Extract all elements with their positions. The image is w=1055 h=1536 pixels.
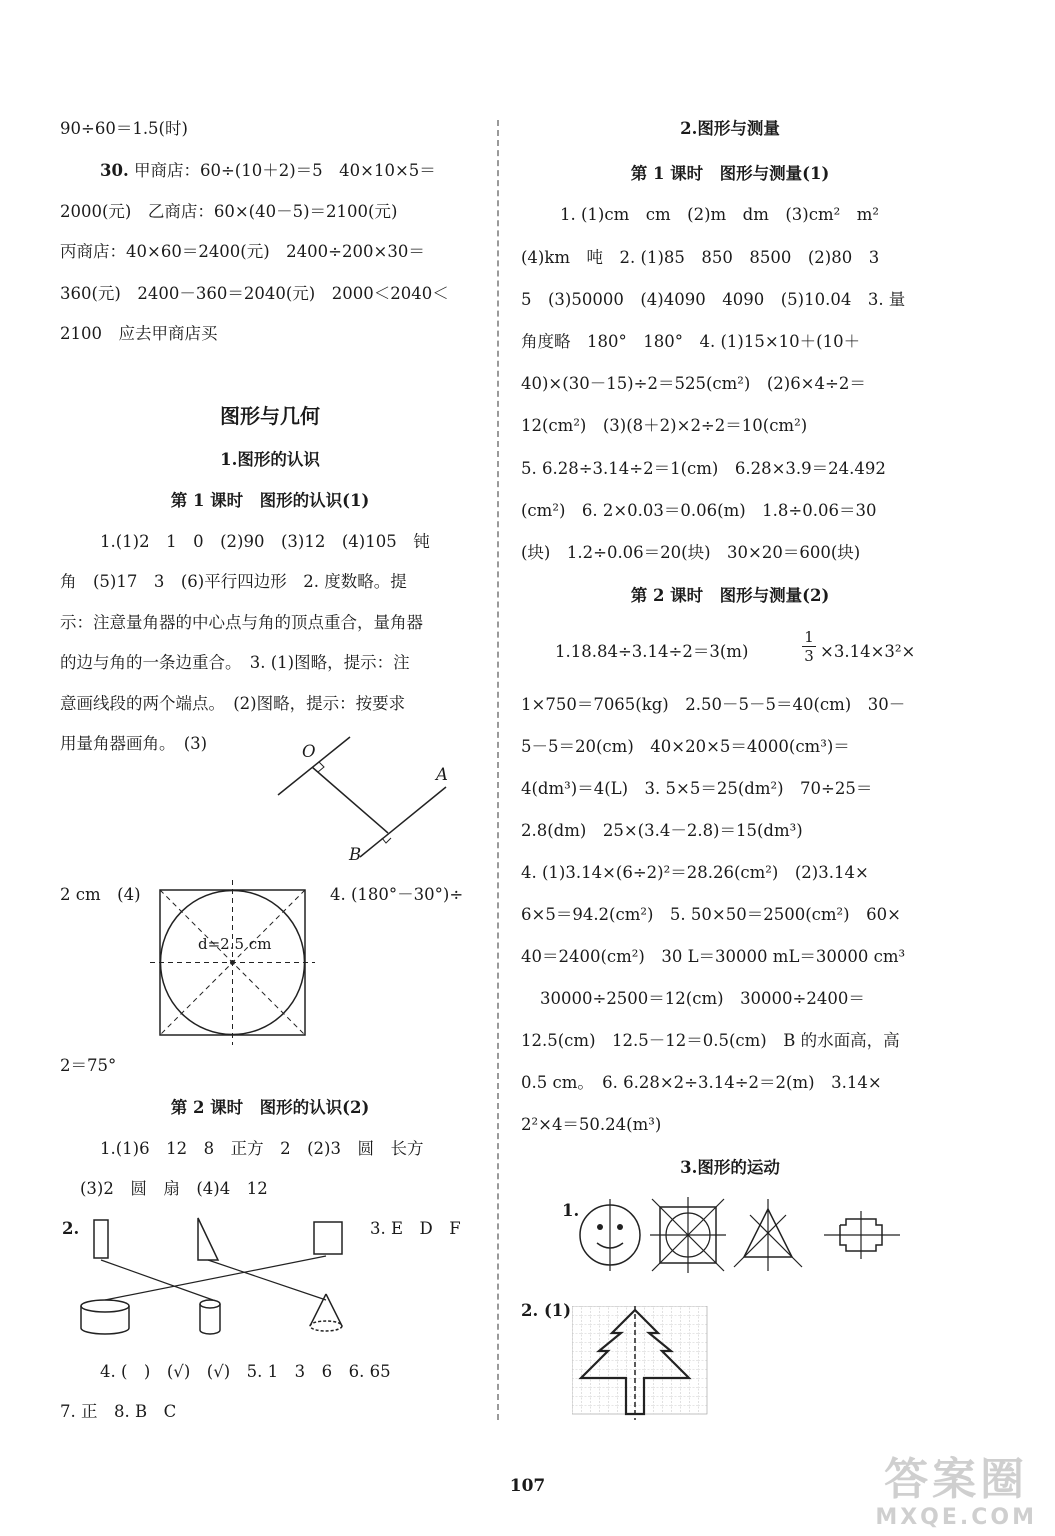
text-line: 2100 应去甲商店买 (60, 324, 218, 343)
symmetry-figures (570, 1195, 910, 1275)
watermark-url: MXQE.COM (875, 1505, 1037, 1530)
text-line: 2²×4＝50.24(m³) (521, 1115, 662, 1134)
fraction (802, 628, 816, 665)
diameter-label: d=2.5 cm (198, 935, 272, 953)
text-line: 2＝75° (60, 1056, 117, 1075)
text-line: 丙商店：40×60＝2400(元) 2400÷200×30＝ (60, 242, 425, 261)
text-line: 2 cm (4) (60, 885, 141, 904)
lesson-title: 第 1 课时 图形与测量(1) (630, 164, 830, 183)
text-line: 1×750＝7065(kg) 2.50－5－5＝40(cm) 30－ (521, 695, 906, 714)
text-line: 1. (1)cm cm (2)m dm (3)cm² m² (560, 205, 879, 224)
text-line: 6×5＝94.2(cm²) 5. 50×50＝2500(cm²) 60× (521, 905, 901, 924)
text-line (100, 160, 436, 182)
text-line: 2000(元) 乙商店：60×(40－5)＝2100(元) (60, 202, 398, 221)
text-line: 4. (180°－30°)÷ (330, 885, 464, 904)
text-line: 40)×(30－15)÷2＝525(cm²) (2)6×4÷2＝ (521, 374, 866, 393)
fraction-denominator: 3 (802, 646, 816, 665)
square-symmetry-figure (650, 1197, 726, 1273)
text-line: (块) 1.2÷0.06＝20(块) 30×20＝600(块) (521, 543, 861, 562)
text-line: 1.(1)6 12 8 正方 2 (2)3 圆 长方 (100, 1139, 424, 1158)
text-line: 示：注意量角器的中心点与角的顶点重合，量角器 (60, 613, 423, 632)
column-divider (497, 120, 499, 1420)
section-title: 图形与几何 (220, 404, 320, 428)
text-line: 3. E D F (370, 1219, 461, 1238)
text-span: 甲商店：60÷(10＋2)＝5 40×10×5＝ (133, 161, 436, 180)
grid-tree-figure (572, 1306, 708, 1420)
perpendicular-figure (270, 735, 460, 870)
text-line: 2.8(dm) 25×(3.4－2.8)＝15(dm³) (521, 821, 803, 840)
text-line: 5 (3)50000 (4)4090 4090 (5)10.04 3. 量 (521, 290, 906, 309)
text-line: 40＝2400(cm²) 30 L＝30000 mL＝30000 cm³ (521, 947, 906, 966)
unit-title: 1.图形的认识 (220, 450, 320, 469)
lesson-title: 第 2 课时 图形的认识(2) (170, 1098, 370, 1117)
text-line: ×3.14×3²× (820, 642, 916, 661)
question-number: 2. (1) (521, 1301, 572, 1320)
text-line: (cm²) 6. 2×0.03＝0.06(m) 1.8÷0.06＝30 (521, 501, 877, 520)
question-number: 30. (100, 161, 129, 180)
unit-title: 2.图形与测量 (680, 119, 780, 138)
question-number: 1. (562, 1201, 580, 1220)
watermark (875, 1455, 1037, 1530)
matching-shapes-figure (70, 1212, 370, 1347)
text-line: 30000÷2500＝12(cm) 30000÷2400＝ (540, 989, 865, 1008)
lesson-title: 第 1 课时 图形的认识(1) (170, 491, 370, 510)
question-number: 2. (62, 1219, 80, 1238)
watermark-logo: 答案圈 (884, 1454, 1029, 1505)
fraction-numerator: 1 (804, 628, 814, 646)
text-line: 12.5(cm) 12.5－12＝0.5(cm) B 的水面高，高 (521, 1031, 900, 1050)
text-line: 90÷60＝1.5(时) (60, 119, 188, 138)
text-line: 5. 6.28÷3.14÷2＝1(cm) 6.28×3.9＝24.492 (521, 459, 886, 478)
triangle-symmetry-figure (734, 1199, 802, 1271)
text-line: (4)km 吨 2. (1)85 850 8500 (2)80 3 (521, 248, 880, 267)
text-line: 角度略 180° 180° 4. (1)15×10＋(10＋ (521, 332, 861, 351)
text-line: 12(cm²) (3)(8＋2)×2÷2＝10(cm²) (521, 416, 808, 435)
circle-in-square-figure (150, 880, 315, 1045)
text-line: 1.18.84÷3.14÷2＝3(m) (555, 642, 749, 661)
text-line: 4. ( ) (√) (√) 5. 1 3 6 6. 65 (100, 1362, 391, 1381)
lesson-title: 第 2 课时 图形与测量(2) (630, 586, 830, 605)
text-line: 0.5 cm。 6. 6.28×2÷3.14÷2＝2(m) 3.14× (521, 1073, 882, 1092)
figure-label-A: A (436, 765, 448, 784)
unit-title: 3.图形的运动 (680, 1158, 780, 1177)
text-line: 7. 正 8. B C (60, 1402, 177, 1421)
text-line: 4(dm³)＝4(L) 3. 5×5＝25(dm²) 70÷25＝ (521, 779, 873, 798)
text-line: 角 (5)17 3 (6)平行四边形 2. 度数略。提 (60, 572, 407, 591)
smiley-face-figure (580, 1199, 640, 1271)
figure-label-B: B (349, 845, 362, 864)
cross-shape-symmetry-figure (824, 1211, 900, 1259)
text-line: 的边与角的一条边重合。 3. (1)图略，提示：注 (60, 653, 410, 672)
text-line: 5－5＝20(cm) 40×20×5＝4000(cm³)＝ (521, 737, 850, 756)
page-number: 107 (509, 1476, 546, 1496)
text-line: (3)2 圆 扇 (4)4 12 (80, 1179, 268, 1198)
text-line: 360(元) 2400－360＝2040(元) 2000＜2040＜ (60, 284, 449, 303)
text-line: 用量角器画角。 (3) (60, 734, 208, 753)
text-line: 4. (1)3.14×(6÷2)²＝28.26(cm²) (2)3.14× (521, 863, 869, 882)
figure-label-O: O (302, 742, 316, 761)
text-line: 意画线段的两个端点。 (2)图略，提示：按要求 (60, 694, 406, 713)
text-line: 1.(1)2 1 0 (2)90 (3)12 (4)105 钝 (100, 532, 430, 551)
